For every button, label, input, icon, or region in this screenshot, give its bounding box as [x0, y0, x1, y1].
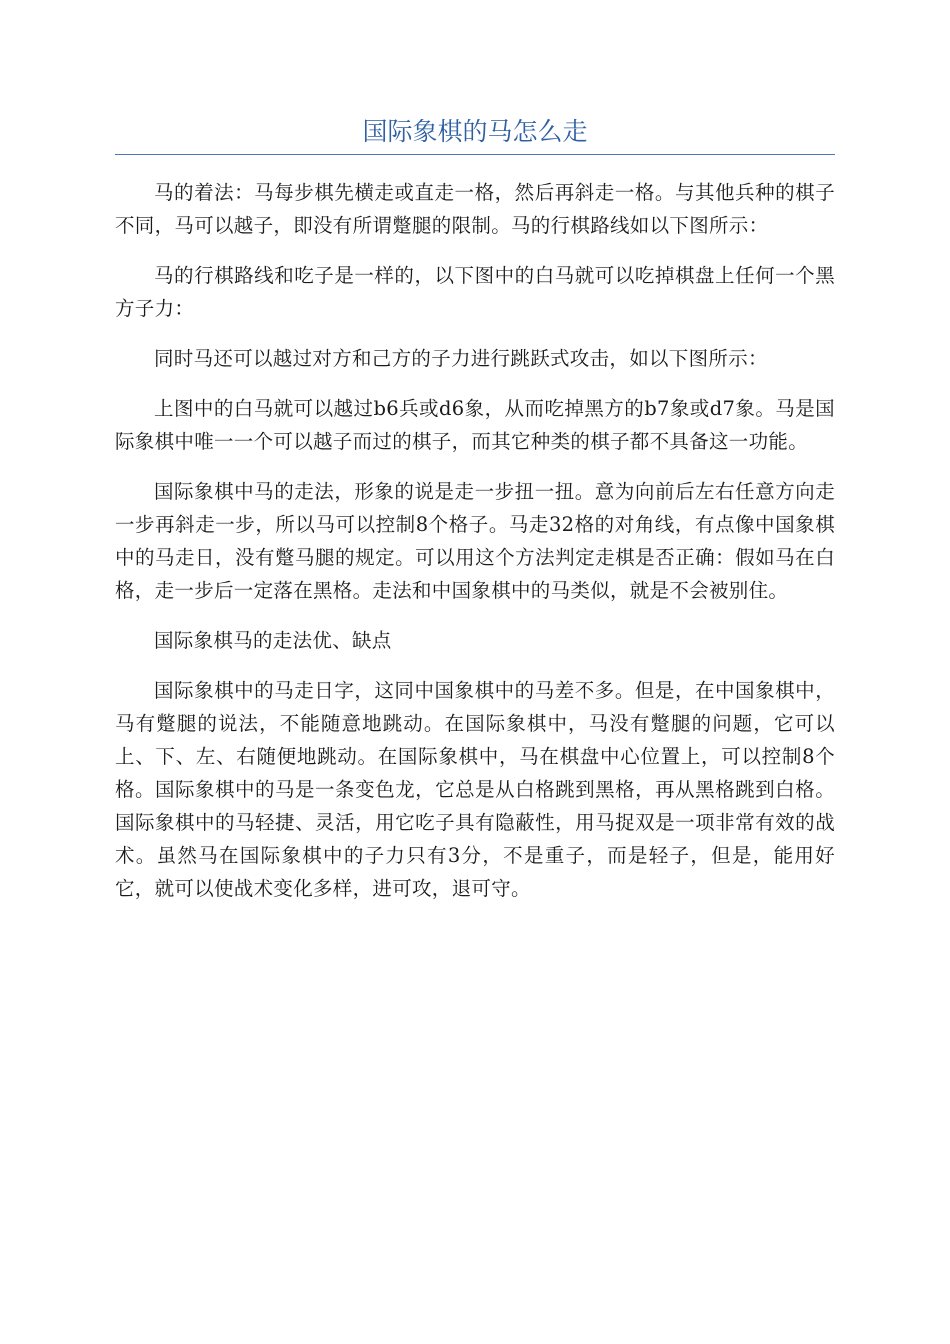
title-underline [115, 154, 835, 155]
paragraph-pros-cons: 国际象棋中的马走日字，这同中国象棋中的马差不多。但是，在中国象棋中，马有蹩腿的说法，不能随意地跳动。在国际象棋中，马没有蹩腿的问题，它可以上、下、左、右随便地跳动。在国际象棋中，马在棋盘中心位置上，可以控制8个格。国际象棋中的马是一条变色龙，它总是从白格跳到黑格，再从黑格跳到白格。国际象棋中的马轻捷、灵活，用它吃子具有隐蔽性，用马捉双是一项非常有效的战术。虽然马在国际象棋中的子力只有3分，不是重子，而是轻子，但是，能用好它，就可以使战术变化多样，进可攻，退可守。 [115, 679, 835, 900]
paragraph-knight-moves: 马的着法：马每步棋先横走或直走一格，然后再斜走一格。与其他兵种的棋子不同，马可以越子，即没有所谓蹩腿的限制。马的行棋路线如以下图所示： [115, 181, 835, 237]
paragraph-jump-example: 上图中的白马就可以越过b6兵或d6象，从而吃掉黑方的b7象或d7象。马是国际象棋中唯一一个可以越子而过的棋子，而其它种类的棋子都不具备这一功能。 [115, 397, 835, 453]
document-page [115, 112, 835, 922]
paragraph-knight-capture: 马的行棋路线和吃子是一样的，以下图中的白马就可以吃掉棋盘上任何一个黑方子力： [115, 264, 835, 320]
paragraph-knight-jump: 同时马还可以越过对方和己方的子力进行跳跃式攻击，如以下图所示： [154, 347, 768, 370]
section-heading-pros-cons: 国际象棋马的走法优、缺点 [154, 629, 392, 652]
paragraph-knight-method: 国际象棋中马的走法，形象的说是走一步扭一扭。意为向前后左右任意方向走一步再斜走一步，所以马可以控制8个格子。马走32格的对角线，有点像中国象棋中的马走日，没有蹩马腿的规定。可以用这个方法判定走棋是否正确：假如马在白格，走一步后一定落在黑格。走法和中国象棋中的马类似，就是不会被别住。 [115, 480, 835, 602]
document-title: 国际象棋的马怎么走 [362, 117, 588, 146]
